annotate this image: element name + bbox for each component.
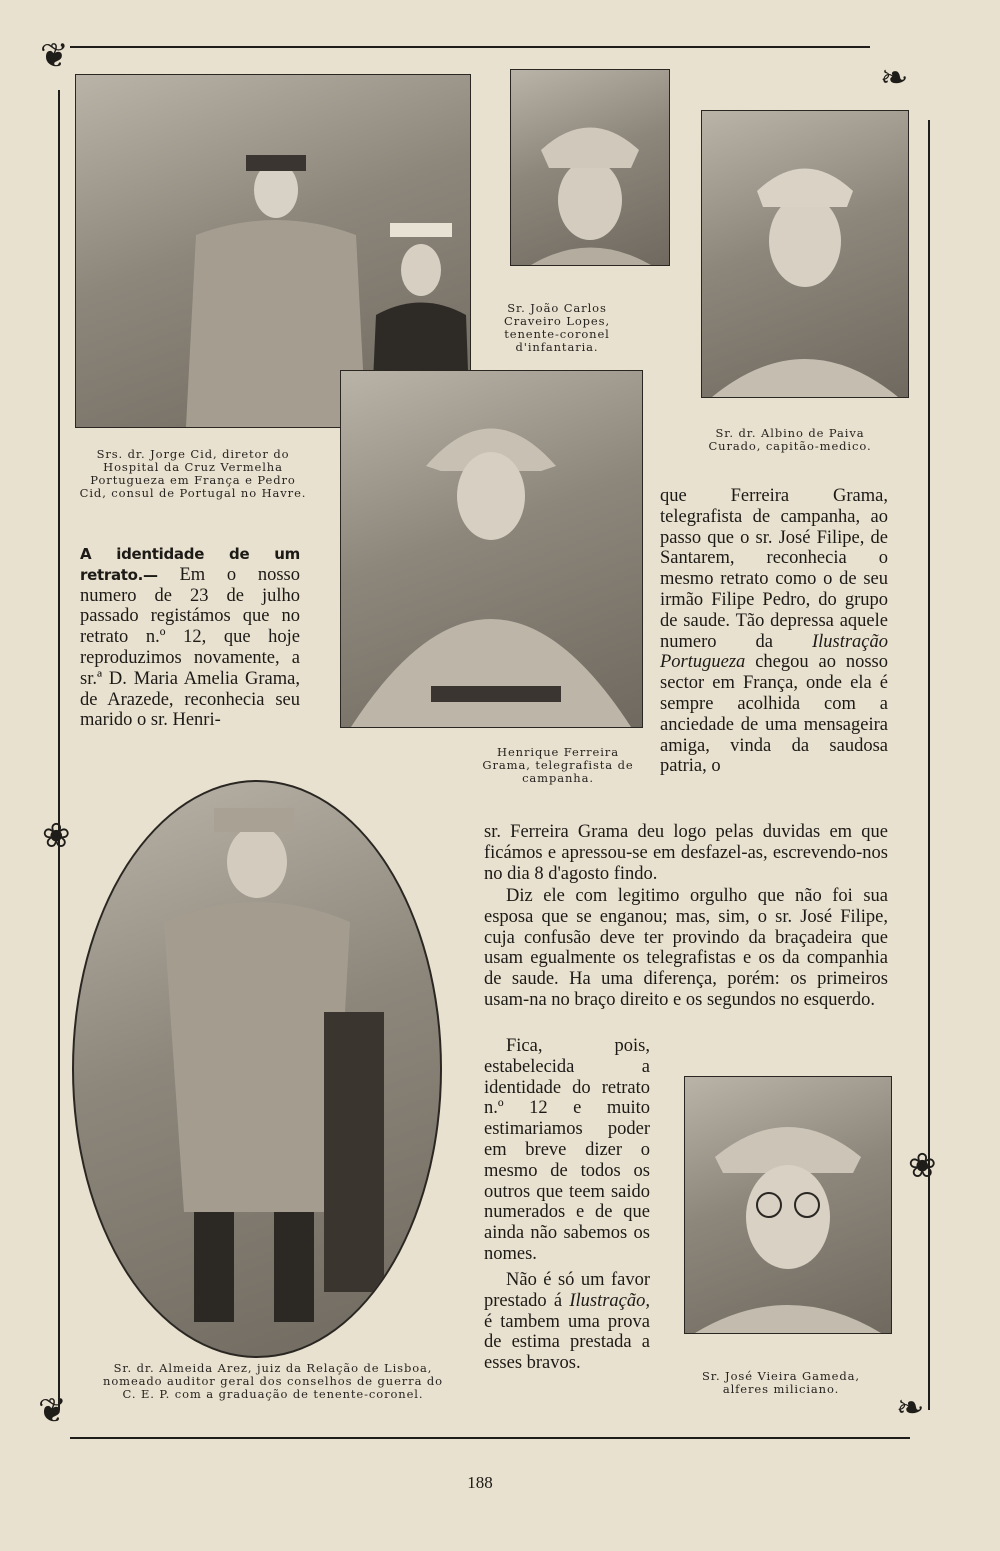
side-ornament-icon: ❀ [42,818,71,855]
article-wide-text-1: sr. Ferreira Grama deu logo pelas duvidas em que ficámos e apressou-se em desfazel-as, escrevendo-nos no dia 8 d'agosto findo. [484,822,888,884]
photo-craveiro-lopes [510,69,670,266]
article-heading: A identidade de um retrato.— [80,545,300,584]
frame-right-line [928,120,930,1410]
photo-henrique-ferreira-grama [340,370,643,728]
article-narrow-text-2a: Não é só um favor prestado á [484,1270,650,1311]
corner-ornament-icon: ❧ [896,1390,925,1427]
corner-ornament-icon: ❦ [38,1393,67,1430]
photo-jose-vieira-gameda [684,1076,892,1334]
article-narrow-italic: Ilustração, [569,1290,651,1311]
caption-albino-paiva-curado: Sr. dr. Albino de Paiva Curado, capitão-medico. [708,426,872,453]
article-narrow-text-1: Fica, pois, estabelecida a identidade do retrato n.º 12 e muito estimariamos poder em breve dizer o mesmo de todos os outros que teem saido numerados e de que ainda não sabemos os nomes. [484,1036,650,1264]
caption-craveiro-lopes: Sr. João Carlos Craveiro Lopes, tenente-coronel d'infantaria. [504,301,610,354]
article-wide-paragraph-1 [484,822,888,884]
article-narrow-paragraph-2 [484,1270,650,1374]
caption-henrique-ferreira-grama: Henrique Ferreira Grama, telegrafista de campanha. [482,745,634,785]
photo-almeida-arez [72,780,442,1358]
article-column-left [80,544,300,731]
caption-jorge-pedro-cid: Srs. dr. Jorge Cid, diretor do Hospital da Cruz Vermelha Portugueza em França e Pedro Cid, consul de Portugal no Havre. [79,447,307,500]
article-col2-text-b: chegou ao nosso sector em França, onde ela é sempre acolhida com a anciedade de uma mensageira amiga, vinda da saudosa patria, o [660,652,888,777]
article-narrow-text-2b: é tambem uma prova de estima prestada a esses bravos. [484,1311,650,1374]
article-wide-paragraph-2 [484,886,888,1011]
article-col2-text-a: que Ferreira Grama, telegrafista de campanha, ao passo que o sr. José Filipe, de Santarem, reconhecia o mesmo retrato como o de seu irmão Filipe Pedro, do grupo de saude. Tão depressa aquele numero da [660,486,888,652]
caption-jose-vieira-gameda: Sr. José Vieira Gameda, alferes miliciano. [702,1369,860,1396]
page-number: 188 [467,1473,493,1492]
photo-albino-paiva-curado [701,110,909,398]
frame-top-line [70,46,870,48]
article-narrow-paragraph-1 [484,1036,650,1265]
corner-ornament-icon: ❧ [880,60,909,97]
article-col1-text: Em o nosso numero de 23 de julho passado registámos que no retrato n.º 12, que hoje reproduzimos novamente, a sr.ª D. Maria Amelia Grama, de Arazede, reconhecia seu marido o sr. Henri- [80,564,300,731]
article-column-right [660,486,888,777]
article-col2-italic: Ilustração Portugueza [660,631,888,673]
article-wide-text-2: Diz ele com legitimo orgulho que não foi sua esposa que se enganou; mas, sim, o sr. José Filipe, cuja confusão deve ter provindo da braçadeira que usam egualmente os telegrafistas e os da companhia de saude. Ha uma diferença, porém: os primeiros usam-na no braço direito e os segundos no esquerdo. [484,886,888,1010]
frame-left-line [58,90,60,1410]
caption-almeida-arez: Sr. dr. Almeida Arez, juiz da Relação de Lisboa, nomeado auditor geral dos conselhos de guerra do C. E. P. com a graduação de tenente-coronel. [103,1361,443,1401]
side-ornament-icon: ❀ [908,1148,937,1185]
corner-ornament-icon: ❦ [40,38,69,75]
frame-bottom-line [70,1437,910,1439]
